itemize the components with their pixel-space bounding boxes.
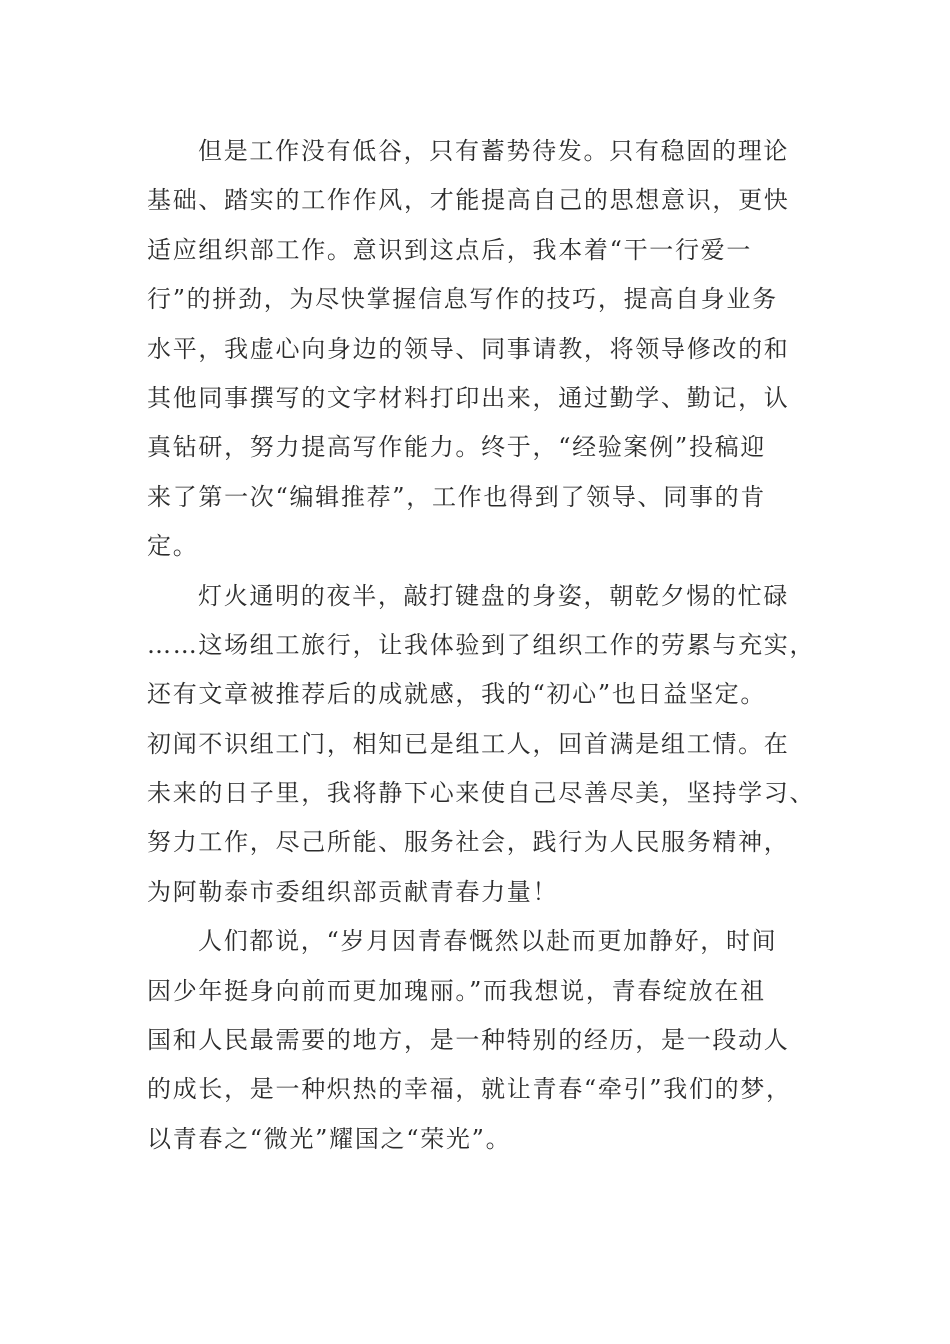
paragraph-line: 未来的日子里，我将静下心来使自己尽善尽美，坚持学习、	[147, 779, 816, 808]
paragraph-line: 的成长，是一种炽热的幸福，就让青春“牵引”我们的梦，	[147, 1075, 792, 1104]
paragraph-line: 其他同事撰写的文字材料打印出来，通过勤学、勤记，认	[147, 383, 790, 412]
paragraph-line: 适应组织部工作。意识到这点后，我本着“干一行爱一	[147, 235, 753, 264]
paragraph-line: 真钻研，努力提高写作能力。终于，“经验案例”投稿迎	[147, 433, 767, 462]
paragraph-line: 灯火通明的夜半，敲打键盘的身姿，朝乾夕惕的忙碌	[198, 581, 790, 610]
paragraph-line: ……这场组工旅行，让我体验到了组织工作的劳累与充实，	[147, 630, 816, 659]
paragraph-1	[147, 127, 790, 572]
paragraph-line: 人们都说，“岁月因青春慨然以赴而更加静好，时间	[198, 927, 778, 956]
paragraph-line: 以青春之“微光”耀国之“荣光”。	[147, 1124, 512, 1153]
paragraph-3	[147, 917, 792, 1164]
paragraph-line: 行”的拼劲，为尽快掌握信息写作的技巧，提高自身业务	[147, 285, 778, 314]
paragraph-line: 国和人民最需要的地方，是一种特别的经历，是一段动人	[147, 1026, 790, 1055]
paragraph-2	[147, 572, 816, 918]
paragraph-line: 因少年挺身向前而更加瑰丽。”而我想说，青春绽放在祖	[147, 976, 766, 1005]
paragraph-line: 水平，我虚心向身边的领导、同事请教，将领导修改的和	[147, 334, 790, 363]
paragraph-line: 初闻不识组工门，相知已是组工人，回首满是组工情。在	[147, 729, 790, 758]
document-body	[147, 127, 816, 1164]
paragraph-line: 基础、踏实的工作作风，才能提高自己的思想意识，更快	[147, 186, 790, 215]
paragraph-line: 还有文章被推荐后的成就感，我的“初心”也日益坚定。	[147, 680, 767, 709]
paragraph-line: 努力工作，尽己所能、服务社会，践行为人民服务精神，	[147, 828, 790, 857]
paragraph-line: 来了第一次“编辑推荐”，工作也得到了领导、同事的肯	[147, 482, 767, 511]
paragraph-line: 定。	[147, 532, 199, 561]
paragraph-line: 为阿勒泰市委组织部贡献青春力量！	[147, 877, 559, 906]
paragraph-line: 但是工作没有低谷，只有蓄势待发。只有稳固的理论	[198, 137, 790, 165]
